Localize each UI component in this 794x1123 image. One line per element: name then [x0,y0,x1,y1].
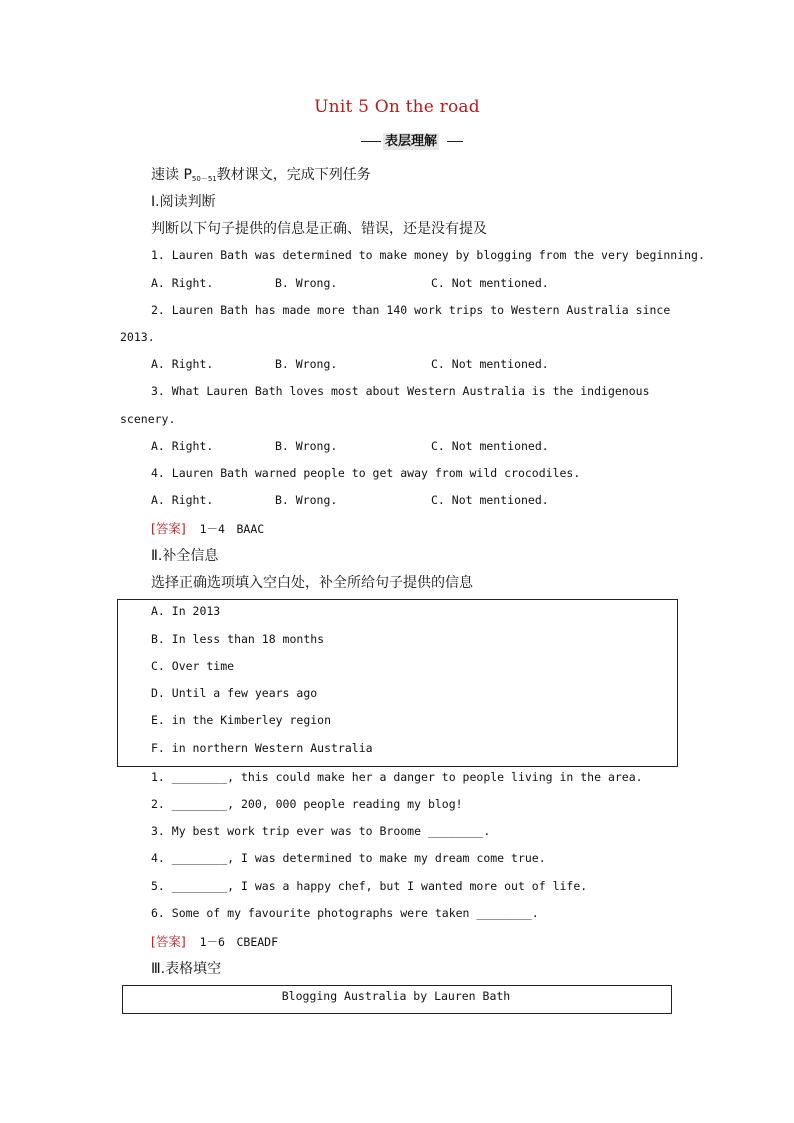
option-b: B. Wrong. [275,493,338,507]
option-a: A. Right. [151,493,214,507]
option-a: A. Right. [151,439,214,453]
part2-answer: [答案] 1－6 CBEADF [151,934,279,949]
part2-question: 3. My best work trip ever was to Broome ________. [151,824,491,838]
option-a: A. Right. [151,276,214,290]
choice-option: F. in northern Western Australia [151,741,373,755]
part2-heading: Ⅱ.补全信息 [151,548,219,564]
option-b: B. Wrong. [275,357,338,371]
part1-question-2-cont: 2013. [120,330,155,344]
part2-question: 1. ________, this could make her a danger to people living in the area. [151,770,643,784]
choice-option: A. In 2013 [151,604,221,618]
option-b: B. Wrong. [275,276,338,290]
part1-question-3: 3. What Lauren Bath loves most about Western Australia is the indigenous [151,384,650,398]
option-a: A. Right. [151,357,214,371]
part2-question: 6. Some of my favourite photographs were taken ________. [151,906,539,920]
part1-heading: Ⅰ.阅读判断 [151,194,216,210]
intro-instruction: 速读 $P_{50-51}$教材课文，完成下列任务 [151,167,371,183]
section-banner [361,133,463,150]
part1-question-3-cont: scenery. [120,412,176,426]
part1-question-4: 4. Lauren Bath warned people to get away from wild crocodiles. [151,466,581,480]
option-c: C. Not mentioned. [431,357,549,371]
part1-instruction: 判断以下句子提供的信息是正确、错误，还是没有提及 [151,221,487,237]
section-banner-label: 表层理解 [385,134,438,149]
part1-answer: [答案] 1－4 BAAC [151,521,265,536]
choice-option: B. In less than 18 months [151,632,325,646]
page-title: Unit 5 On the road [314,97,480,117]
answer-tag: [答案] [151,521,186,536]
option-c: C. Not mentioned. [431,493,549,507]
choice-option: D. Until a few years ago [151,686,318,700]
part1-question-1: 1. Lauren Bath was determined to make money by blogging from the very beginning. [151,248,705,262]
option-b: B. Wrong. [275,439,338,453]
part2-question: 2. ________, 200, 000 people reading my blog! [151,797,463,811]
table-header-cell: Blogging Australia by Lauren Bath [281,989,511,1003]
choice-option: C. Over time [151,659,235,673]
part1-question-2: 2. Lauren Bath has made more than 140 work trips to Western Australia since [151,303,671,317]
part2-question: 5. ________, I was a happy chef, but I wanted more out of life. [151,879,588,893]
part2-question: 4. ________, I was determined to make my dream come true. [151,851,546,865]
option-c: C. Not mentioned. [431,439,549,453]
answer-tag: [答案] [151,934,186,949]
option-c: C. Not mentioned. [431,276,549,290]
part2-instruction: 选择正确选项填入空白处，补全所给句子提供的信息 [151,575,473,591]
part3-heading: Ⅲ.表格填空 [151,961,222,977]
choice-option: E. in the Kimberley region [151,713,332,727]
